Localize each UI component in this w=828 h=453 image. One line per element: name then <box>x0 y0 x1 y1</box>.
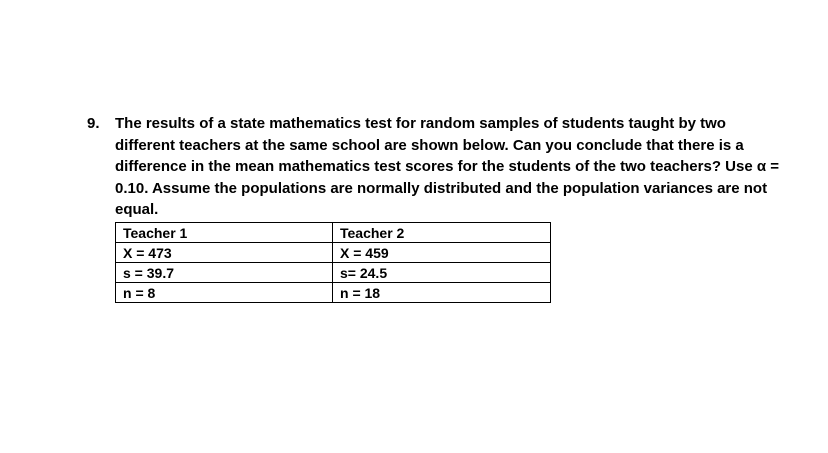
question-line: The results of a state mathematics test for random samples of students taught by two <box>115 115 726 132</box>
question-9 <box>87 113 779 221</box>
table-row-mean <box>116 243 551 263</box>
question-line: equal. <box>115 201 159 218</box>
header-teacher-1: Teacher 1 <box>116 223 333 243</box>
question-line: different teachers at the same school are shown below. Can you conclude that there is a <box>115 136 744 154</box>
question-line: 0.10. Assume the populations are normally distributed and the population variances are not <box>115 179 768 197</box>
teacher-1-std-dev: s = 39.7 <box>116 263 333 283</box>
table-row-sample-size <box>116 283 551 303</box>
table-header-row <box>116 223 551 243</box>
teacher-1-sample-size: n = 8 <box>116 283 333 303</box>
teacher-1-mean: X = 473 <box>116 243 333 263</box>
question-text <box>115 113 779 221</box>
teacher-2-std-dev: s= 24.5 <box>333 263 551 283</box>
teacher-2-sample-size: n = 18 <box>333 283 551 303</box>
question-line: difference in the mean mathematics test scores for the students of the two teachers? Use α = <box>115 158 779 175</box>
question-number: 9. <box>87 115 100 132</box>
table-row-std-dev <box>116 263 551 283</box>
sample-statistics-table <box>115 222 551 303</box>
header-teacher-2: Teacher 2 <box>333 223 551 243</box>
teacher-2-mean: X = 459 <box>333 243 551 263</box>
